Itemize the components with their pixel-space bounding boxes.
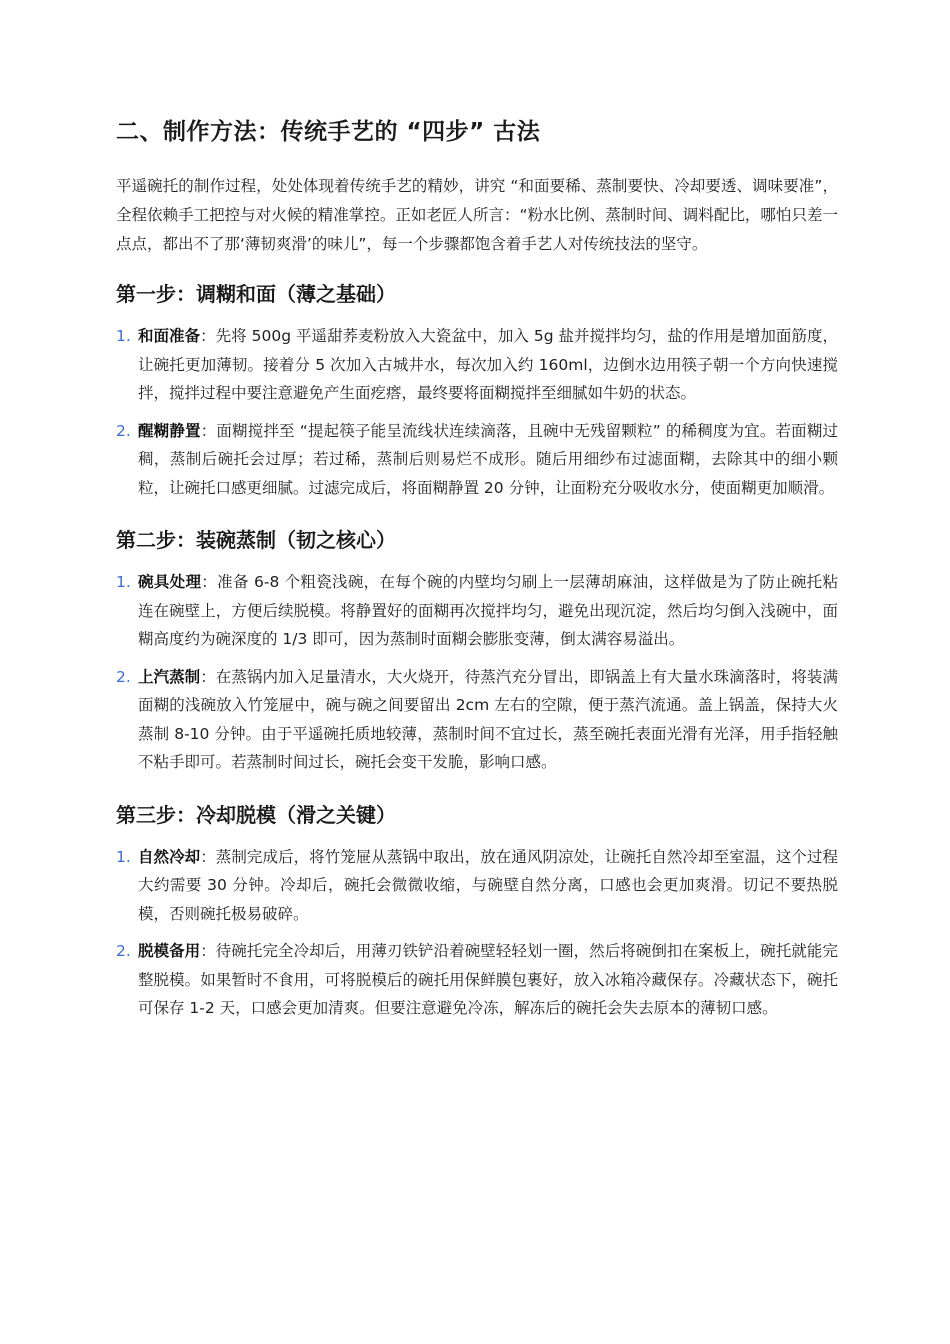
document-page	[116, 112, 838, 1043]
list-number: 2.	[116, 667, 131, 686]
list-term: 脱模备用	[138, 942, 201, 960]
list-text: ：面糊搅拌至 “提起筷子能呈流线状连续滴落，且碗中无残留颗粒” 的稀稠度为宜。若面糊过稠，蒸制后碗托会过厚；若过稀，蒸制后则易烂不成形。随后用细纱布过滤面糊，去除其中的细小颗粒，让碗托口感更细腻。过滤完成后，将面糊静置 20 分钟，让面粉充分吸收水分，使面糊更加顺滑。	[138, 421, 838, 497]
list-item	[116, 663, 838, 777]
list-term: 上汽蒸制	[138, 667, 201, 686]
list-text: ：先将 500g 平遥甜荞麦粉放入大瓷盆中，加入 5g 盐并搅拌均匀，盐的作用是增加面筋度，让碗托更加薄韧。接着分 5 次加入古城井水，每次加入约 160ml，边倒水边用筷子朝一个方向快速搅拌，搅拌过程中要注意避免产生面疙瘩，最终要将面糊搅拌至细腻如牛奶的状态。	[138, 327, 838, 402]
step-2-heading: 第二步：装碗蒸制（韧之核心）	[116, 528, 396, 552]
step-2-list	[116, 568, 838, 777]
list-item	[116, 937, 838, 1023]
list-term: 醒糊静置	[138, 421, 201, 440]
step-3-heading: 第三步：冷却脱模（滑之关键）	[116, 802, 396, 827]
list-number: 1.	[116, 847, 131, 866]
list-item	[116, 322, 838, 408]
intro-paragraph: 平遥碗托的制作过程，处处体现着传统手艺的精妙，讲究 “和面要稀、蒸制要快、冷却要透、调味要准”，全程依赖手工把控与对火候的精准掌控。正如老匠人所言：“粉水比例、蒸制时间、调料配比，哪怕只差一点点，都出不了那‘薄韧爽滑’的味儿”，每一个步骤都饱含着手艺人对传统技法的坚守。	[116, 177, 838, 253]
list-term: 自然冷却	[138, 847, 201, 866]
list-text: ：待碗托完全冷却后，用薄刃铁铲沿着碗壁轻轻划一圈，然后将碗倒扣在案板上，碗托就能完整脱模。如果暂时不食用，可将脱模后的碗托用保鲜膜包裹好，放入冰箱冷藏保存。冷藏状态下，碗托可保存 1-2 天，口感会更加清爽。但要注意避免冷冻，解冻后的碗托会失去原本的薄韧口感。	[138, 942, 838, 1017]
list-item	[116, 417, 838, 503]
list-text: ：蒸制完成后，将竹笼屉从蒸锅中取出，放在通风阴凉处，让碗托自然冷却至室温，这个过程大约需要 30 分钟。冷却后，碗托会微微收缩，与碗壁自然分离，口感也会更加爽滑。切记不要热脱模，否则碗托极易破碎。	[138, 847, 838, 923]
list-term: 和面准备	[138, 327, 201, 345]
list-term: 碗具处理	[138, 573, 202, 591]
step-1-list	[116, 322, 838, 502]
list-text: ：在蒸锅内加入足量清水，大火烧开，待蒸汽充分冒出，即锅盖上有大量水珠滴落时，将装满面糊的浅碗放入竹笼屉中，碗与碗之间要留出 2cm 左右的空隙，便于蒸汽流通。盖上锅盖，保持大火蒸制 8-10 分钟。由于平遥碗托质地较薄，蒸制时间不宜过长，蒸至碗托表面光滑有光泽，用手指轻触不粘手即可。若蒸制时间过长，碗托会变干发脆，影响口感。	[138, 667, 838, 771]
list-number: 2.	[116, 421, 131, 440]
list-item	[116, 568, 838, 654]
list-number: 1.	[116, 327, 131, 345]
list-number: 1.	[116, 573, 131, 591]
section-heading: 二、制作方法：传统手艺的 “四步” 古法	[116, 119, 541, 145]
list-number: 2.	[116, 942, 131, 960]
step-1-heading: 第一步：调糊和面（薄之基础）	[116, 282, 396, 306]
list-text: ：准备 6-8 个粗瓷浅碗，在每个碗的内壁均匀刷上一层薄胡麻油，这样做是为了防止碗托粘连在碗壁上，方便后续脱模。将静置好的面糊再次搅拌均匀，避免出现沉淀，然后均匀倒入浅碗中，面糊高度约为碗深度的 1/3 即可，因为蒸制时面糊会膨胀变薄，倒太满容易溢出。	[138, 573, 838, 648]
list-item	[116, 843, 838, 929]
step-3-list	[116, 843, 838, 1023]
